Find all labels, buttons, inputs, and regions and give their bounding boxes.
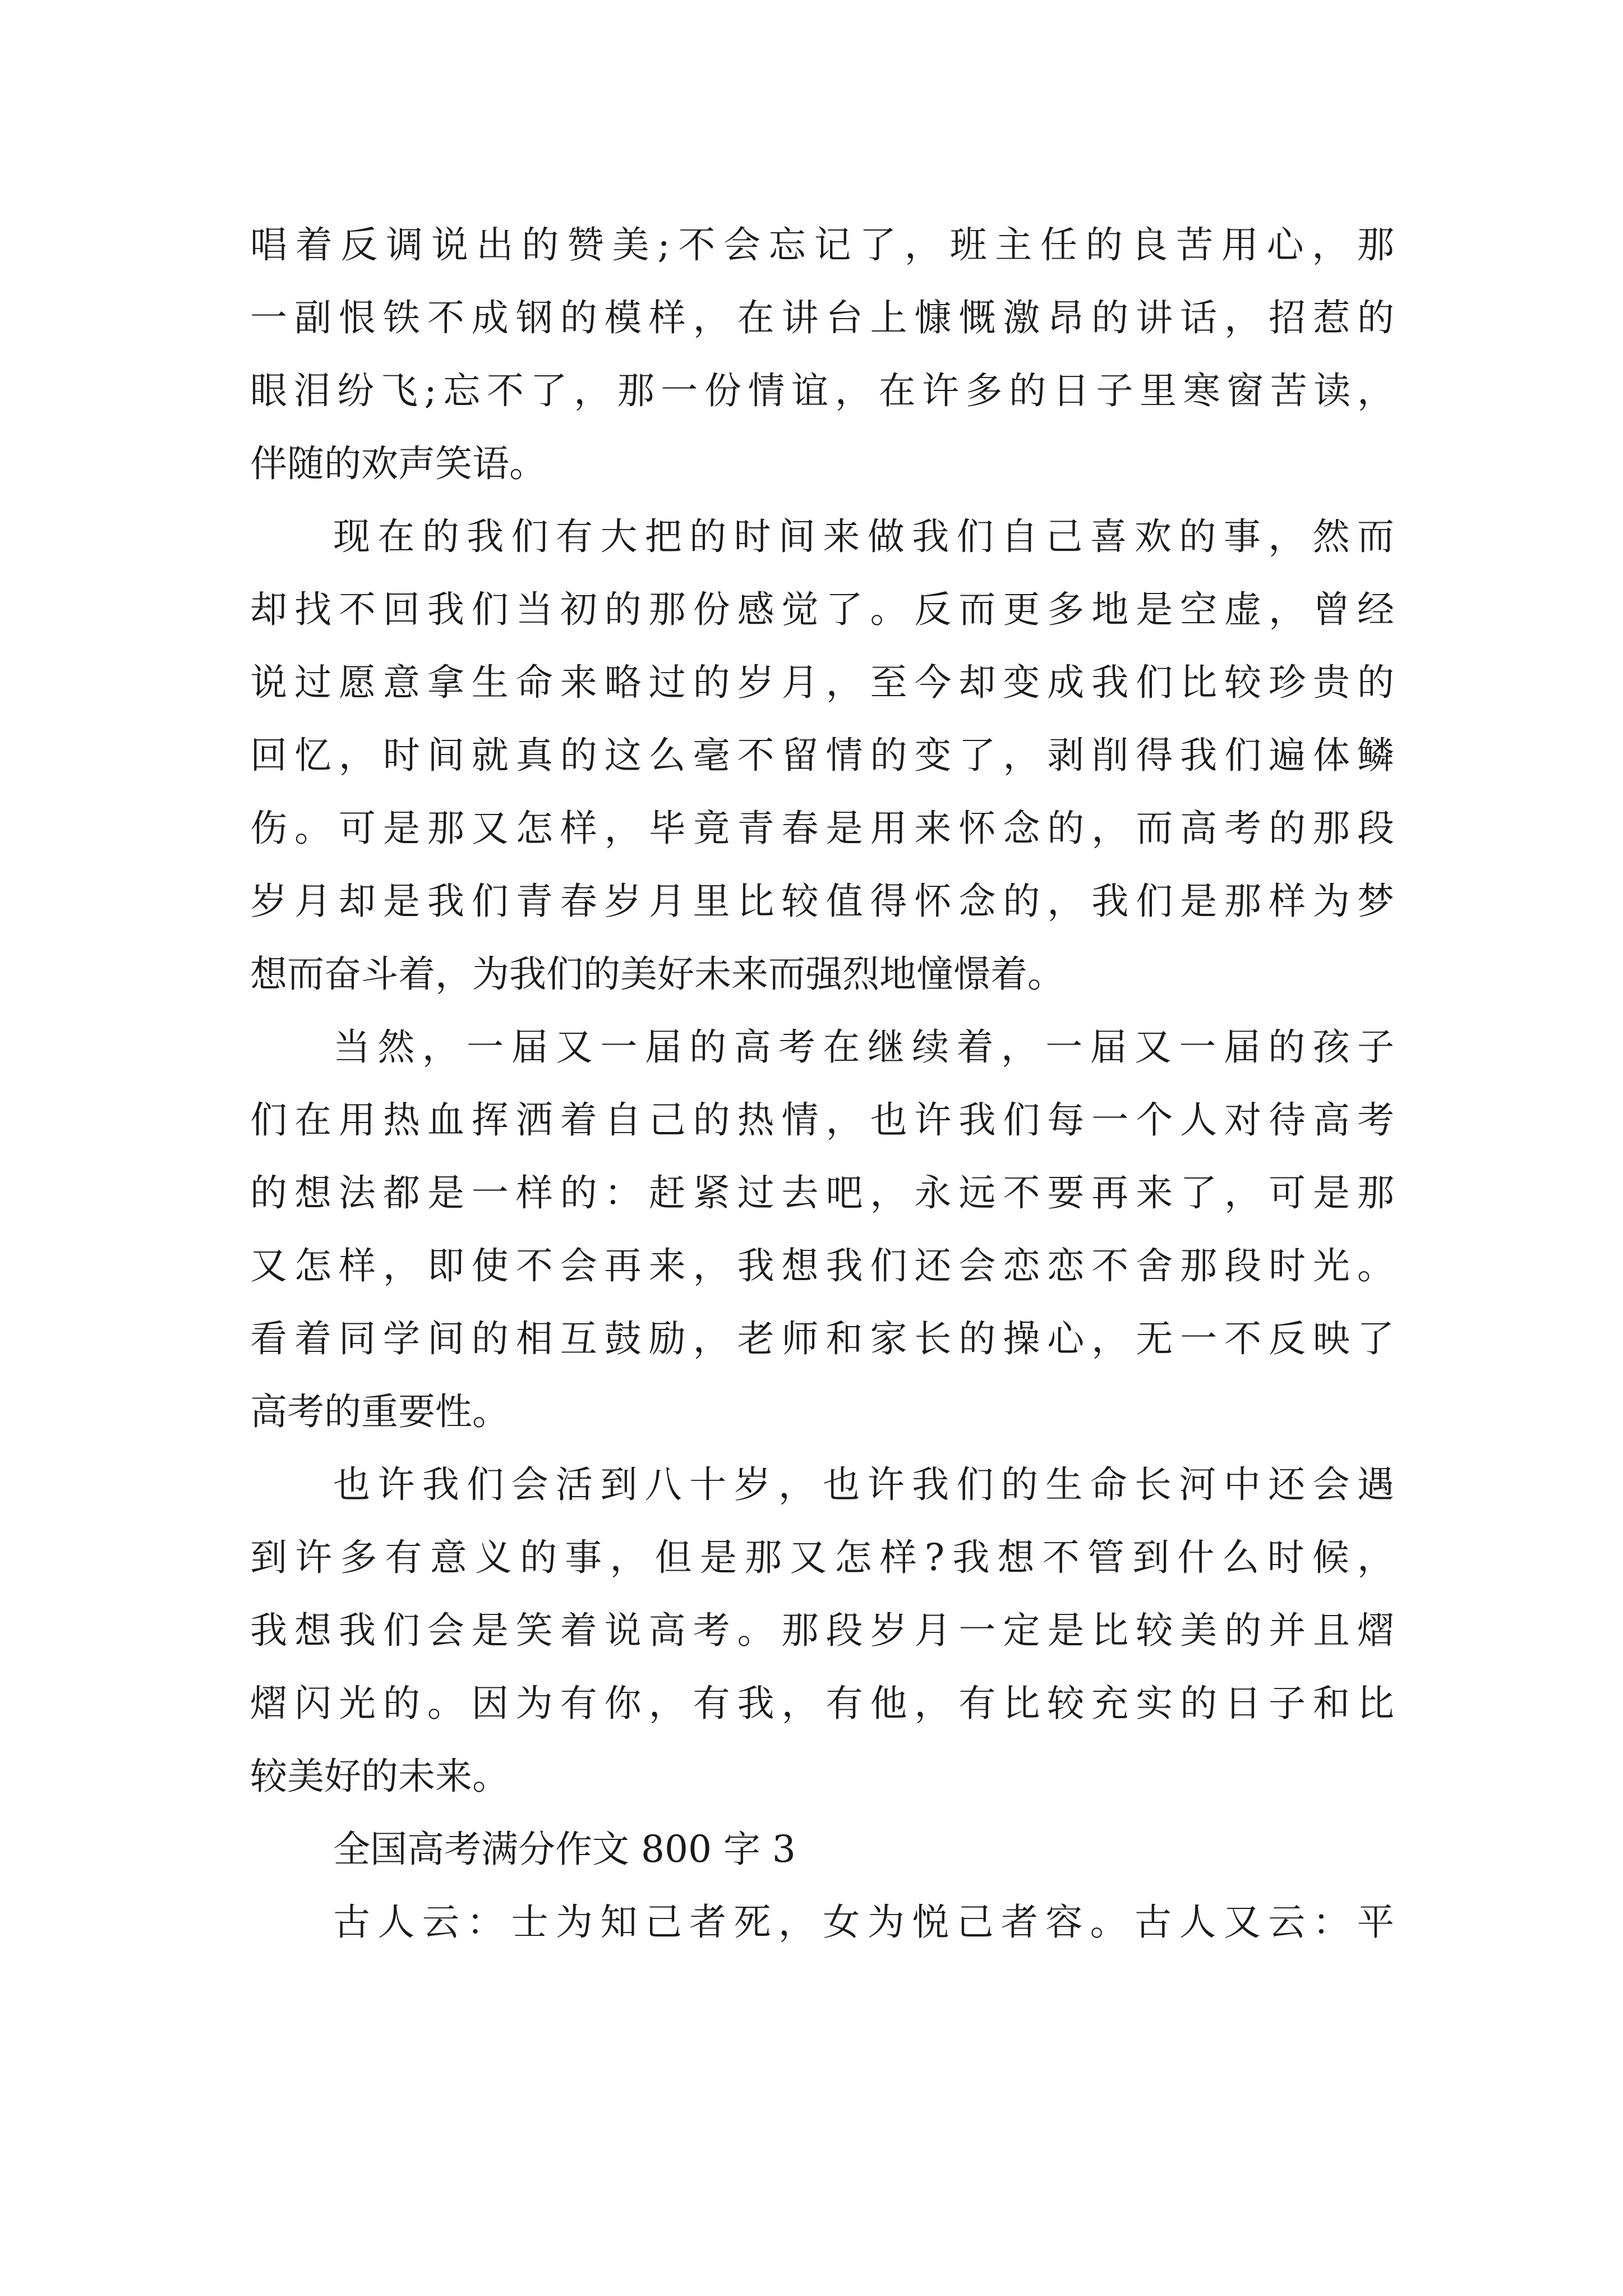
text-line: 唱着反调说出的赞美;不会忘记了，班主任的良苦用心，那: [250, 223, 1394, 266]
text-line: 说过愿意拿生命来略过的岁月，至今却变成我们比较珍贵的: [250, 661, 1394, 704]
text-line: 熠闪光的。因为有你，有我，有他，有比较充实的日子和比: [250, 1682, 1394, 1725]
text-line: 岁月却是我们青春岁月里比较值得怀念的，我们是那样为梦: [250, 880, 1394, 923]
text-line: 高考的重要性。: [250, 1390, 509, 1433]
section-heading: 全国高考满分作文 800 字 3: [333, 1828, 796, 1871]
paragraph-first-line: 现在的我们有大把的时间来做我们自己喜欢的事，然而: [333, 515, 1394, 558]
text-line: 伤。可是那又怎样，毕竟青春是用来怀念的，而高考的那段: [250, 807, 1394, 850]
text-line: 看着同学间的相互鼓励，老师和家长的操心，无一不反映了: [250, 1317, 1394, 1360]
paragraph-first-line: 当然，一届又一届的高考在继续着，一届又一届的孩子: [333, 1025, 1394, 1069]
text-line: 们在用热血挥洒着自己的热情，也许我们每一个人对待高考: [250, 1098, 1394, 1142]
paragraph-first-line: 古人云：士为知己者死，女为悦己者容。古人又云：平: [333, 1901, 1394, 1944]
essay-body: [250, 209, 1394, 1959]
paragraph-first-line: 也许我们会活到八十岁，也许我们的生命长河中还会遇: [333, 1463, 1394, 1506]
text-line: 的想法都是一样的：赶紧过去吧，永远不要再来了，可是那: [250, 1171, 1394, 1214]
text-line: 我想我们会是笑着说高考。那段岁月一定是比较美的并且熠: [250, 1609, 1394, 1652]
text-line: 到许多有意义的事，但是那又怎样?我想不管到什么时候，: [250, 1536, 1394, 1579]
text-line: 眼泪纷飞;忘不了，那一份情谊，在许多的日子里寒窗苦读，: [250, 369, 1394, 412]
text-line: 较美好的未来。: [250, 1755, 509, 1798]
text-line: 却找不回我们当初的那份感觉了。反而更多地是空虚，曾经: [250, 588, 1394, 631]
text-line: 伴随的欢声笑语。: [250, 442, 546, 485]
text-line: 想而奋斗着，为我们的美好未来而强烈地憧憬着。: [250, 953, 1064, 996]
text-line: 又怎样，即使不会再来，我想我们还会恋恋不舍那段时光。: [250, 1244, 1394, 1287]
text-line: 一副恨铁不成钢的模样，在讲台上慷慨激昂的讲话，招惹的: [250, 296, 1394, 339]
text-line: 回忆，时间就真的这么毫不留情的变了，剥削得我们遍体鳞: [250, 734, 1394, 777]
